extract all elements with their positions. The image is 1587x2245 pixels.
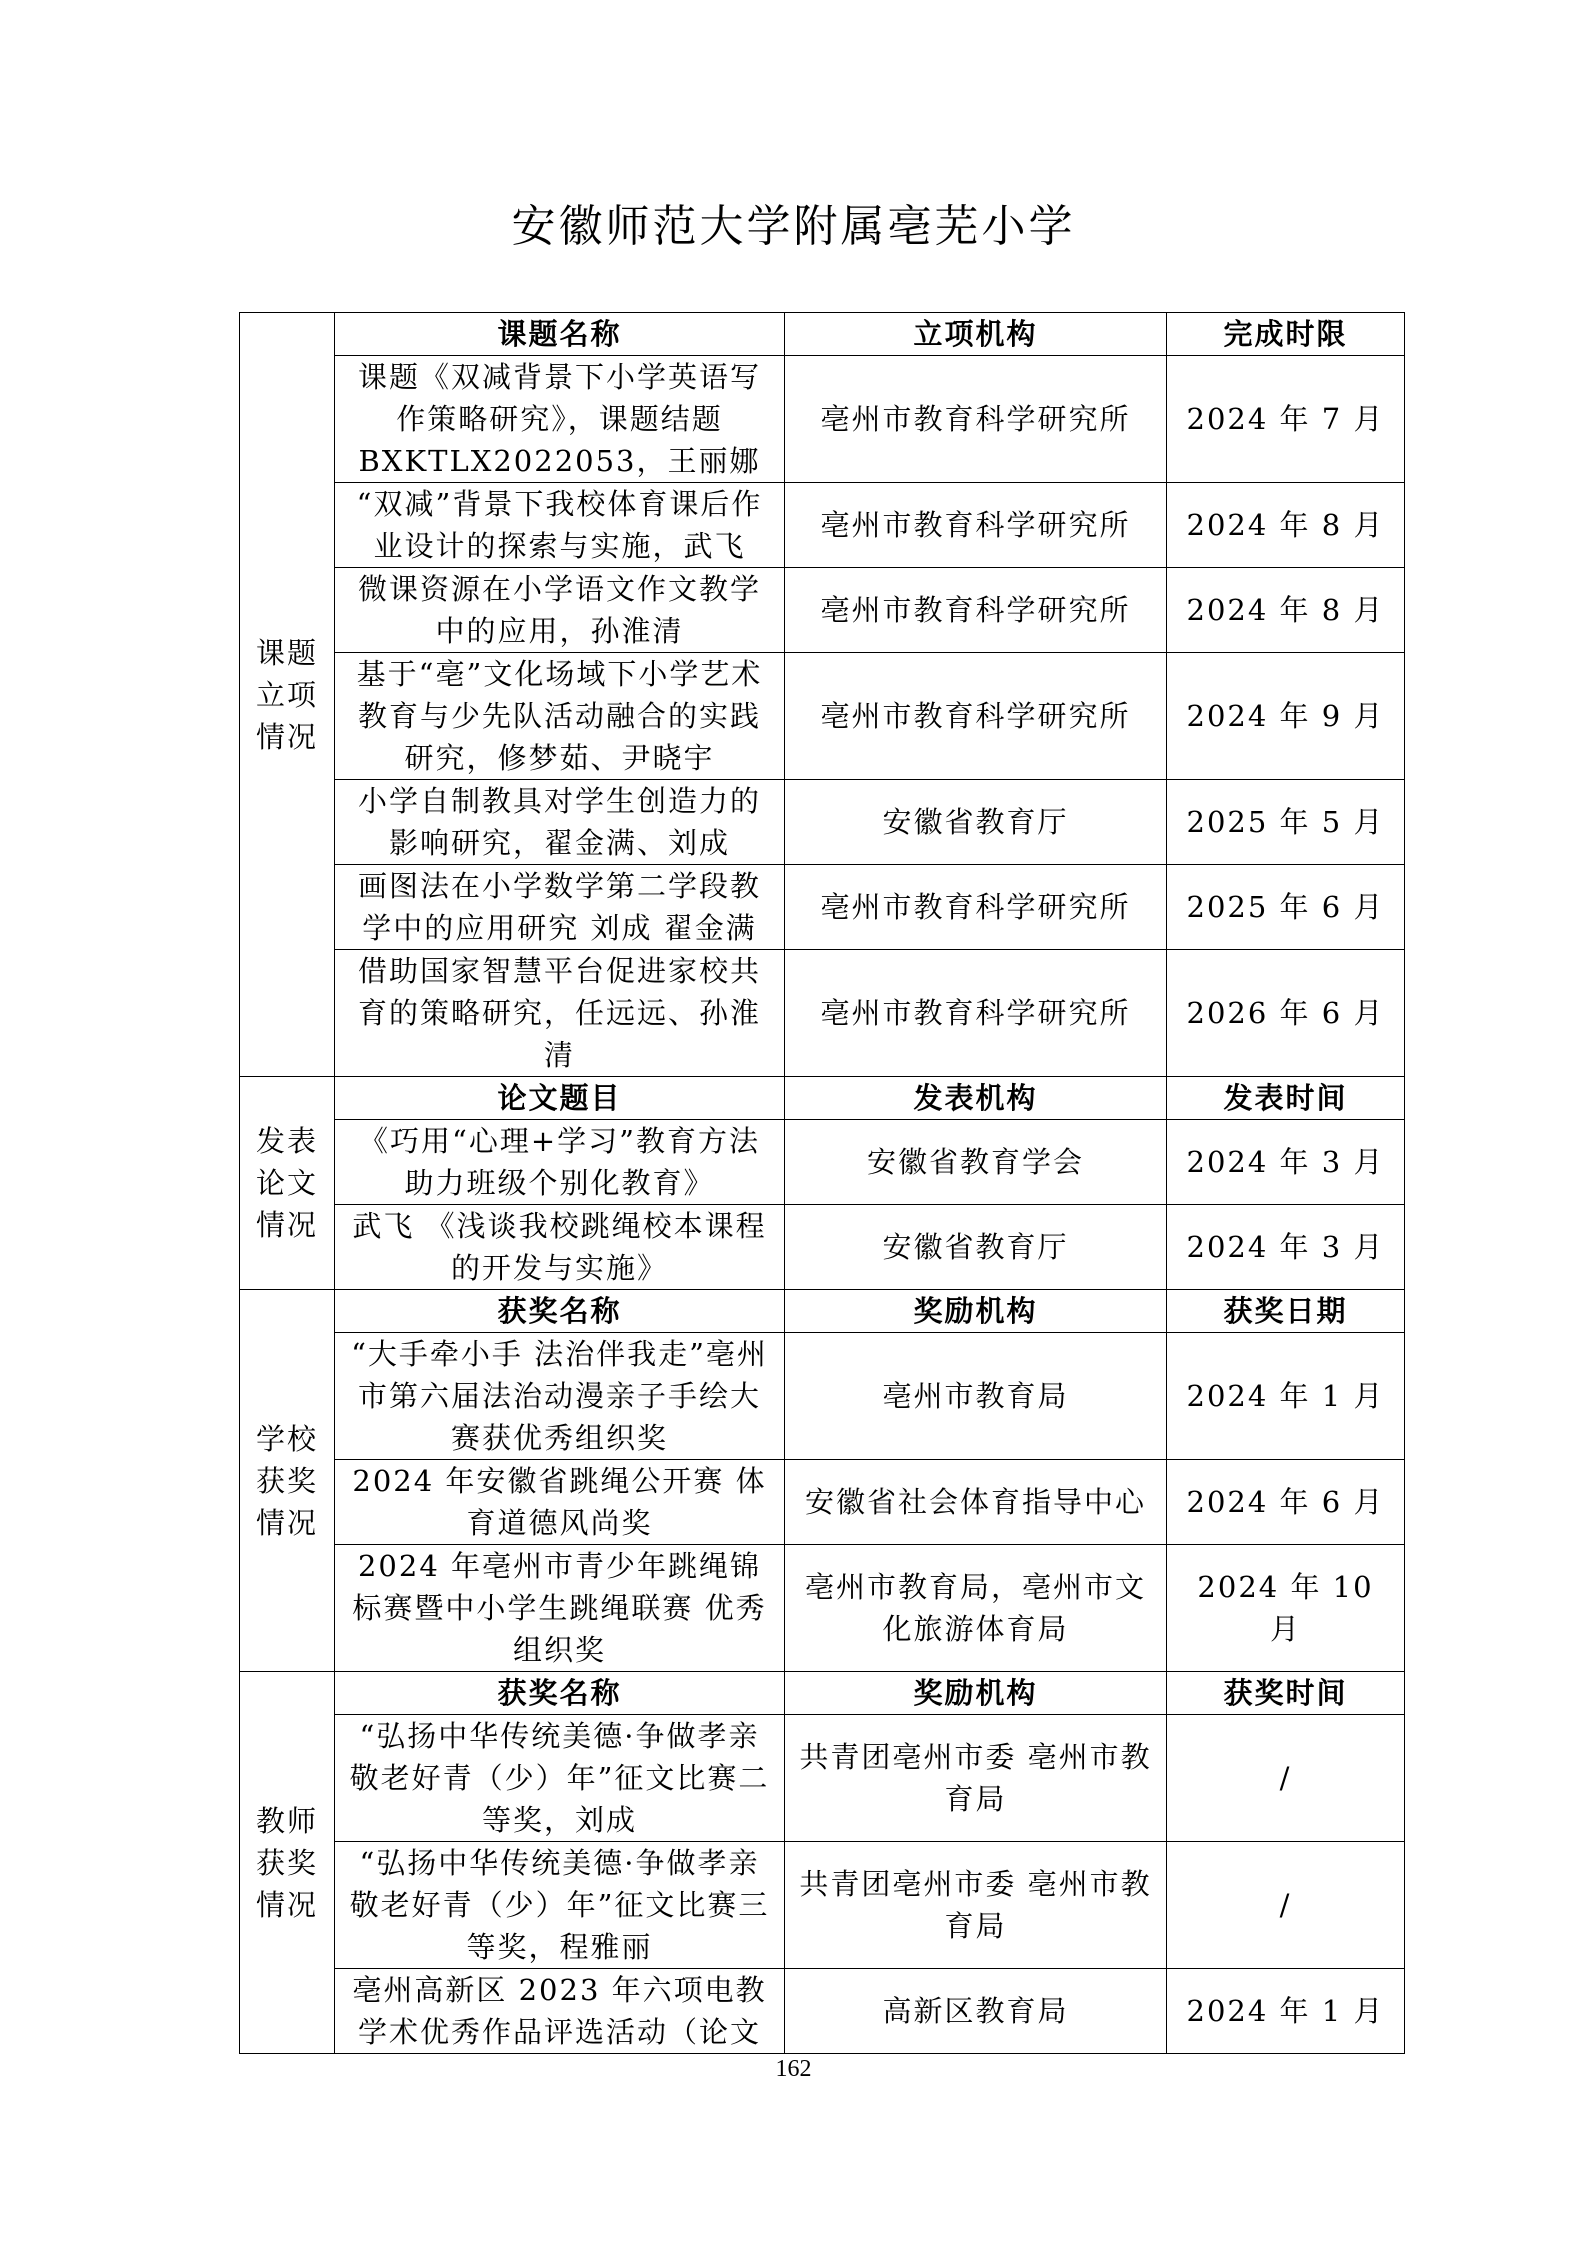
item-title: “大手牵小手 法治伴我走”亳州市第六届法治动漫亲子手绘大赛获优秀组织奖 <box>335 1333 785 1460</box>
table-row <box>240 1715 1405 1842</box>
item-org: 亳州市教育局 <box>785 1333 1167 1460</box>
table-row <box>240 1460 1405 1545</box>
item-org: 安徽省教育厅 <box>785 1205 1167 1290</box>
item-org: 安徽省教育厅 <box>785 780 1167 865</box>
item-title: 亳州高新区 2023 年六项电教学术优秀作品评选活动（论文 <box>335 1969 785 2054</box>
item-date: 2024 年 1 月 <box>1167 1969 1405 2054</box>
item-org: 亳州市教育科学研究所 <box>785 653 1167 780</box>
item-title: 2024 年亳州市青少年跳绳锦标赛暨中小学生跳绳联赛 优秀组织奖 <box>335 1545 785 1672</box>
section-label: 课题 立项 情况 <box>240 313 335 1077</box>
table-row <box>240 865 1405 950</box>
table-row <box>240 1205 1405 1290</box>
column-header: 发表机构 <box>785 1077 1167 1120</box>
item-org: 亳州市教育科学研究所 <box>785 568 1167 653</box>
item-date: 2026 年 6 月 <box>1167 950 1405 1077</box>
item-date: 2024 年 3 月 <box>1167 1205 1405 1290</box>
item-date: / <box>1167 1715 1405 1842</box>
item-date: 2024 年 3 月 <box>1167 1120 1405 1205</box>
item-date: 2024 年 8 月 <box>1167 483 1405 568</box>
item-date: / <box>1167 1842 1405 1969</box>
item-date: 2025 年 5 月 <box>1167 780 1405 865</box>
section-header-row <box>240 1077 1405 1120</box>
item-title: 2024 年安徽省跳绳公开赛 体育道德风尚奖 <box>335 1460 785 1545</box>
item-date: 2024 年 6 月 <box>1167 1460 1405 1545</box>
item-title: “弘扬中华传统美德·争做孝亲敬老好青（少）年”征文比赛二等奖，刘成 <box>335 1715 785 1842</box>
column-header: 论文题目 <box>335 1077 785 1120</box>
page-number: 162 <box>775 2056 812 2082</box>
item-org: 亳州市教育科学研究所 <box>785 950 1167 1077</box>
column-header: 完成时限 <box>1167 313 1405 356</box>
item-title: “弘扬中华传统美德·争做孝亲敬老好青（少）年”征文比赛三等奖，程雅丽 <box>335 1842 785 1969</box>
table-row <box>240 1545 1405 1672</box>
page-title: 安徽师范大学附属亳芜小学 <box>511 201 1076 252</box>
column-header: 获奖名称 <box>335 1672 785 1715</box>
table-row <box>240 1842 1405 1969</box>
column-header: 奖励机构 <box>785 1672 1167 1715</box>
item-org: 高新区教育局 <box>785 1969 1167 2054</box>
section-header-row <box>240 1290 1405 1333</box>
table-row <box>240 1333 1405 1460</box>
item-org: 亳州市教育科学研究所 <box>785 356 1167 483</box>
item-org: 共青团亳州市委 亳州市教育局 <box>785 1842 1167 1969</box>
item-org: 亳州市教育局，亳州市文化旅游体育局 <box>785 1545 1167 1672</box>
item-org: 安徽省社会体育指导中心 <box>785 1460 1167 1545</box>
table-row <box>240 1120 1405 1205</box>
achievements-table <box>239 312 1405 2054</box>
section-header-row <box>240 313 1405 356</box>
item-org: 共青团亳州市委 亳州市教育局 <box>785 1715 1167 1842</box>
item-title: 微课资源在小学语文作文教学中的应用，孙淮清 <box>335 568 785 653</box>
section-label: 学校 获奖 情况 <box>240 1290 335 1672</box>
item-title: 《巧用“心理+学习”教育方法助力班级个别化教育》 <box>335 1120 785 1205</box>
item-date: 2024 年 9 月 <box>1167 653 1405 780</box>
section-header-row <box>240 1672 1405 1715</box>
item-date: 2024 年 10 月 <box>1167 1545 1405 1672</box>
item-title: “双减”背景下我校体育课后作业设计的探索与实施，武飞 <box>335 483 785 568</box>
item-title: 武飞 《浅谈我校跳绳校本课程的开发与实施》 <box>335 1205 785 1290</box>
table-row <box>240 483 1405 568</box>
table-row <box>240 780 1405 865</box>
item-org: 亳州市教育科学研究所 <box>785 865 1167 950</box>
item-date: 2024 年 8 月 <box>1167 568 1405 653</box>
table-row <box>240 568 1405 653</box>
section-label: 发表 论文 情况 <box>240 1077 335 1290</box>
item-title: 基于“亳”文化场域下小学艺术教育与少先队活动融合的实践研究，修梦茹、尹晓宇 <box>335 653 785 780</box>
item-date: 2024 年 7 月 <box>1167 356 1405 483</box>
column-header: 课题名称 <box>335 313 785 356</box>
section-label: 教师 获奖 情况 <box>240 1672 335 2054</box>
column-header: 发表时间 <box>1167 1077 1405 1120</box>
item-title: 借助国家智慧平台促进家校共育的策略研究，任远远、孙淮清 <box>335 950 785 1077</box>
item-org: 亳州市教育科学研究所 <box>785 483 1167 568</box>
column-header: 奖励机构 <box>785 1290 1167 1333</box>
item-title: 课题《双减背景下小学英语写作策略研究》，课题结题BXKTLX2022053，王丽娜 <box>335 356 785 483</box>
item-date: 2025 年 6 月 <box>1167 865 1405 950</box>
table-row <box>240 950 1405 1077</box>
item-title: 小学自制教具对学生创造力的影响研究，翟金满、刘成 <box>335 780 785 865</box>
column-header: 获奖名称 <box>335 1290 785 1333</box>
column-header: 立项机构 <box>785 313 1167 356</box>
table-row <box>240 1969 1405 2054</box>
item-title: 画图法在小学数学第二学段教学中的应用研究 刘成 翟金满 <box>335 865 785 950</box>
item-org: 安徽省教育学会 <box>785 1120 1167 1205</box>
item-date: 2024 年 1 月 <box>1167 1333 1405 1460</box>
table-row <box>240 356 1405 483</box>
column-header: 获奖时间 <box>1167 1672 1405 1715</box>
column-header: 获奖日期 <box>1167 1290 1405 1333</box>
table-row <box>240 653 1405 780</box>
